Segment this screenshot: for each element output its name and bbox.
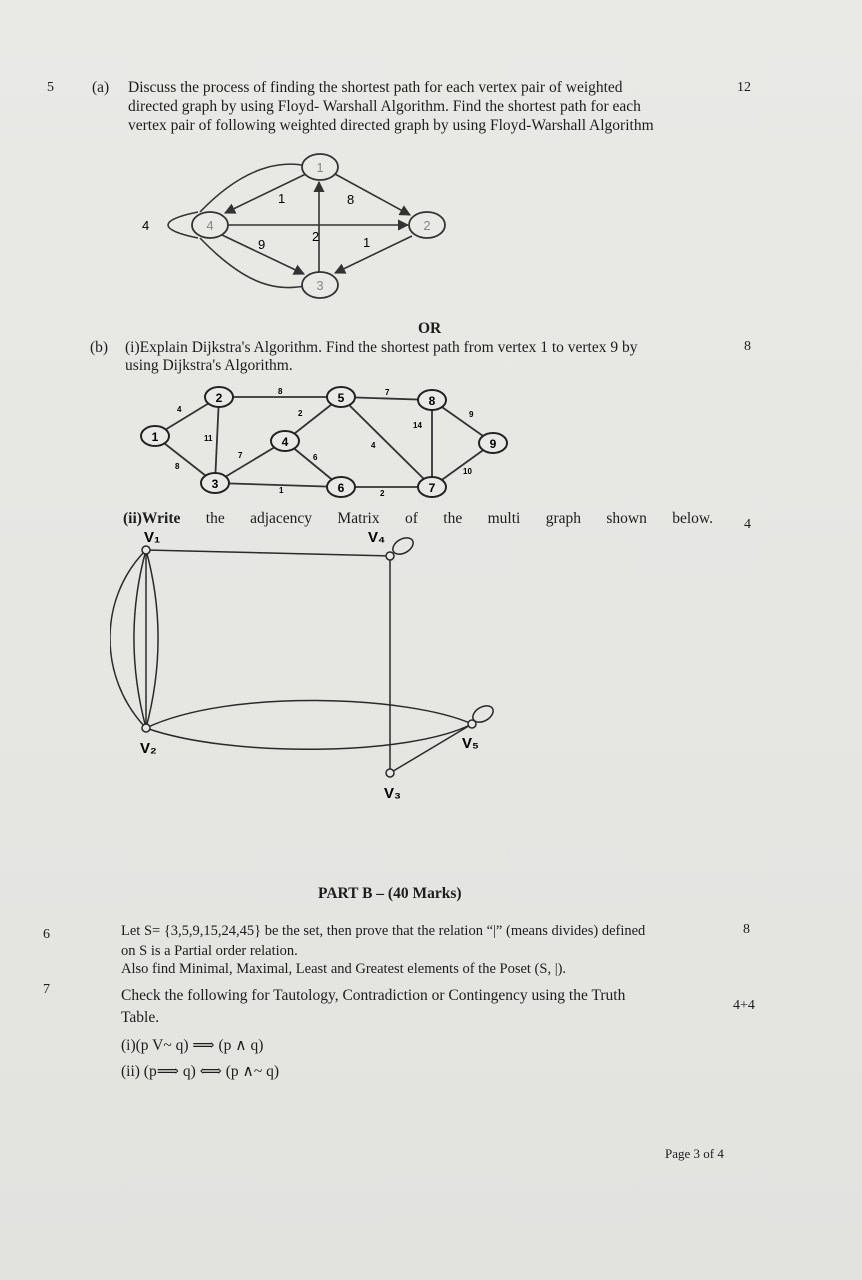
node-2: [409, 212, 445, 238]
weight-label: 4: [142, 218, 150, 233]
svg-text:6: 6: [337, 481, 345, 495]
svg-text:4: 4: [281, 435, 289, 449]
label-v1: V₁: [144, 529, 161, 546]
q5a-line-1: Discuss the process of finding the shortest path for each vertex pair of weighted: [128, 79, 623, 96]
weight-label: 2: [298, 409, 303, 418]
q5b-i-line-1: (i)Explain Dijkstra's Algorithm. Find the shortest path from vertex 1 to vertex 9 by: [125, 339, 638, 356]
svg-text:3: 3: [211, 477, 219, 491]
svg-text:2: 2: [423, 218, 431, 233]
q5b-ii-text: (ii)Write the adjacency Matrix of the multi graph shown below.: [123, 510, 713, 527]
svg-text:2: 2: [215, 391, 223, 405]
label-v4: V₄: [368, 529, 386, 546]
weight-label: 10: [463, 467, 472, 476]
weight-label: 1: [363, 235, 371, 250]
edge-lower-loop: [200, 238, 306, 288]
node-9: [479, 433, 507, 453]
svg-text:8: 8: [428, 394, 436, 408]
q7-marks: 4+4: [733, 998, 755, 1013]
node-3: [201, 473, 229, 493]
node-4: [271, 431, 299, 451]
q7-line-2: Table.: [121, 1009, 160, 1026]
q7-line-1: Check the following for Tautology, Contradiction or Contingency using the Truth: [121, 987, 626, 1004]
q5a-marks: 12: [737, 80, 751, 95]
weight-label: 4: [371, 441, 376, 450]
weight-label: 7: [238, 451, 243, 460]
q7-item-2: (ii) (p⟹ q) ⟺ (p ∧~ q): [121, 1063, 280, 1080]
weight-label: 8: [175, 462, 180, 471]
svg-text:9: 9: [489, 437, 497, 451]
svg-text:1: 1: [316, 160, 324, 175]
page-number: Page 3 of 4: [665, 1146, 724, 1161]
q6-marks: 8: [743, 922, 750, 937]
q5a-line-2: directed graph by using Floyd- Warshall Algorithm. Find the shortest path for each: [128, 98, 641, 115]
vertex-v3: [386, 769, 394, 777]
vertex-v4: [386, 552, 394, 560]
q5a-label: (a): [92, 79, 110, 96]
weight-label: 8: [347, 192, 355, 207]
weight-label: 2: [380, 489, 385, 498]
vertex-v5: [468, 720, 476, 728]
q6-line-2: on S is a Partial order relation.: [121, 943, 298, 959]
label-v5: V₅: [462, 735, 479, 752]
node-8: [418, 390, 446, 410]
weight-label: 1: [279, 486, 284, 495]
floyd-warshall-graph: [130, 150, 460, 300]
svg-text:7: 7: [428, 481, 436, 495]
edge-2-3: [335, 236, 412, 273]
edge-big-loop: [200, 164, 315, 212]
weight-label: 14: [413, 421, 422, 430]
node-5: [327, 387, 355, 407]
weight-label: 8: [278, 387, 283, 396]
weight-label: 6: [313, 453, 318, 462]
weight-label: 2: [312, 229, 320, 244]
label-v3: V₃: [384, 785, 401, 802]
weight-label: 9: [469, 410, 474, 419]
q5-number: 5: [47, 80, 54, 95]
q5b-i-marks: 8: [744, 339, 751, 354]
svg-text:5: 5: [337, 391, 345, 405]
vertex-v2: [142, 724, 150, 732]
q5b-i-line-2: using Dijkstra's Algorithm.: [125, 357, 293, 374]
node-1: [141, 426, 169, 446]
weight-label: 11: [204, 434, 213, 443]
q7-number: 7: [43, 982, 50, 997]
dijkstra-graph: [135, 383, 515, 503]
label-v2: V₂: [140, 740, 157, 757]
q5a-line-3: vertex pair of following weighted directed graph by using Floyd-Warshall Algorithm: [128, 117, 654, 134]
svg-text:4: 4: [206, 218, 214, 233]
q6-number: 6: [43, 927, 50, 942]
node-4: [192, 212, 228, 238]
node-2: [205, 387, 233, 407]
node-6: [327, 477, 355, 497]
q5b-label: (b): [90, 339, 109, 356]
node-3: [302, 272, 338, 298]
weight-label: 1: [278, 191, 286, 206]
node-1: [302, 154, 338, 180]
weight-label: 7: [385, 388, 390, 397]
or-label: OR: [418, 320, 442, 337]
q7-item-1: (i)(p V~ q) ⟹ (p ∧ q): [121, 1037, 264, 1054]
svg-text:3: 3: [316, 278, 324, 293]
weight-label: 4: [177, 405, 182, 414]
multigraph: [110, 528, 520, 808]
weight-label: 9: [258, 237, 266, 252]
q5b-ii-marks: 4: [744, 517, 751, 532]
q6-line-1: Let S= {3,5,9,15,24,45} be the set, then prove that the relation “|” (means divides) defined: [121, 923, 646, 939]
q6-line-3: Also find Minimal, Maximal, Least and Greatest elements of the Poset (S, |).: [121, 961, 567, 977]
node-7: [418, 477, 446, 497]
svg-text:1: 1: [151, 430, 159, 444]
vertex-v1: [142, 546, 150, 554]
edge-1-4: [225, 172, 310, 213]
part-b-title: PART B – (40 Marks): [318, 885, 462, 902]
